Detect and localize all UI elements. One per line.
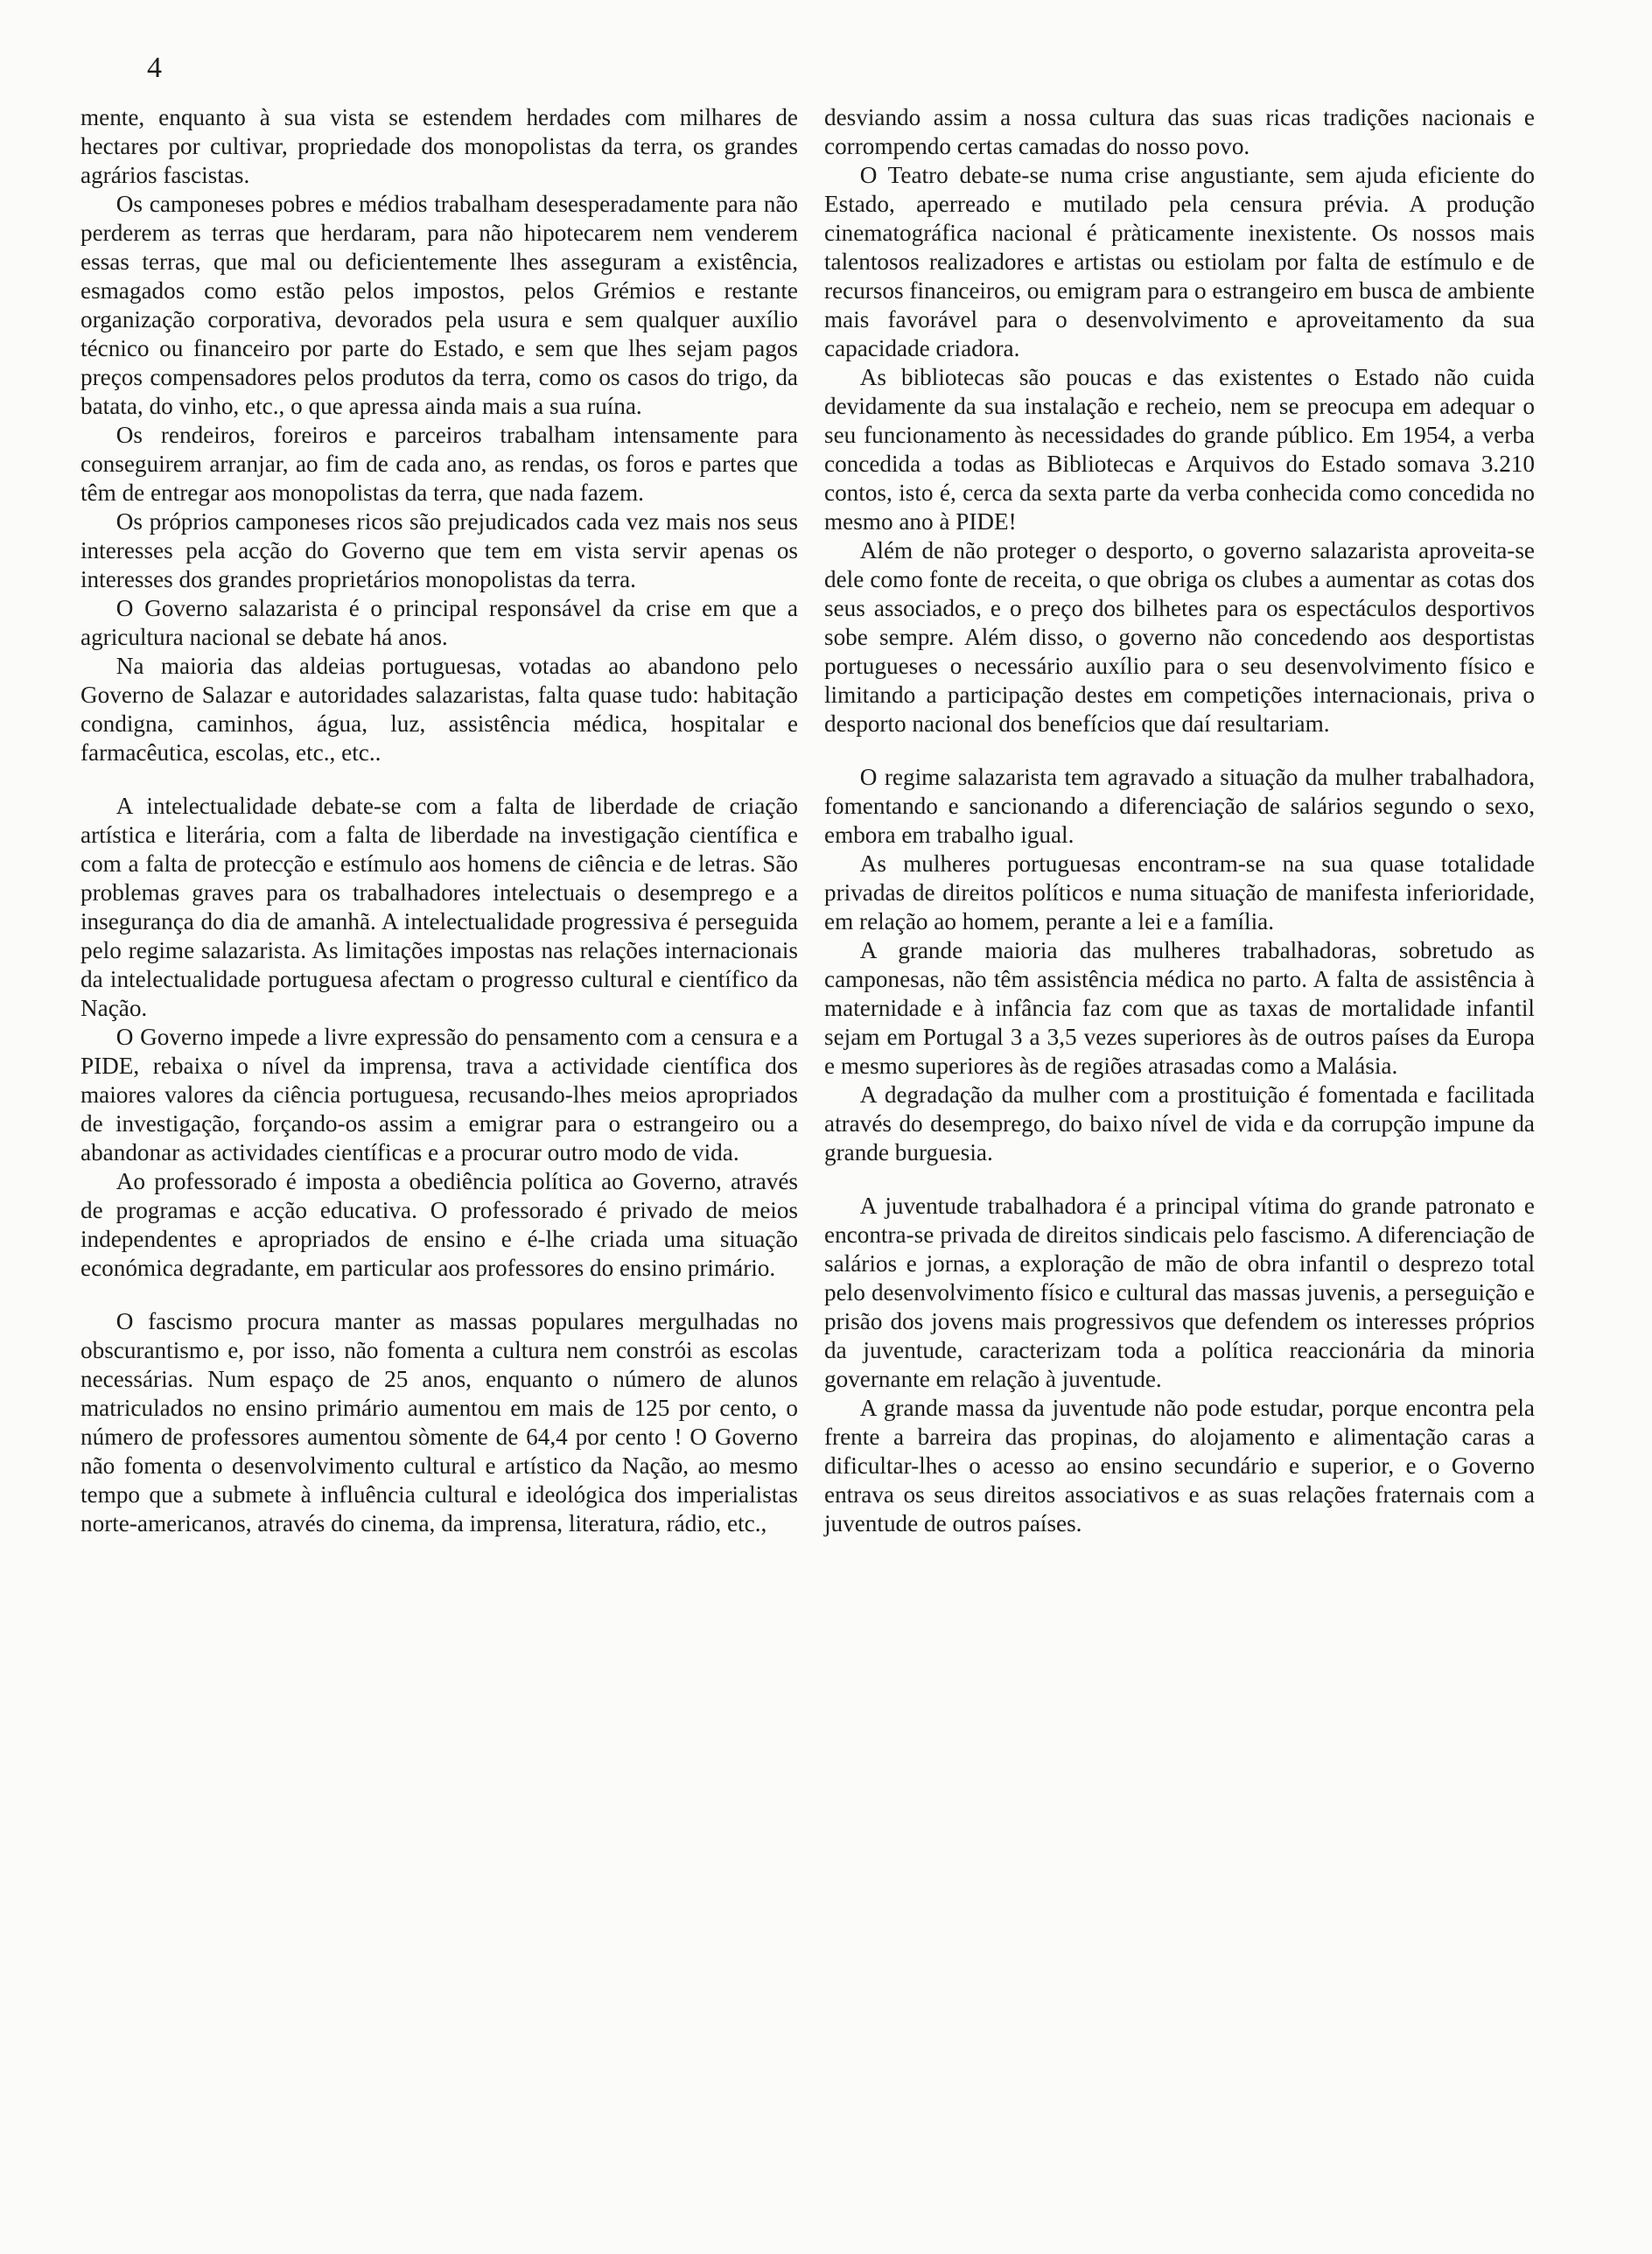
paragraph: O Teatro debate-se numa crise angustiante, sem ajuda eficiente do Estado, aperreado e mutilado pela censura prévia. A produção cinematográfica nacional é pràticamente inexistente. Os nossos mais talentosos realizadores e artistas ou estiolam por falta de estímulo e de recursos financeiros, ou emigram para o estrangeiro em busca de ambiente mais favorável para o desenvolvimento e aproveitamento da sua capacidade criadora. [824, 162, 1535, 361]
paragraph: Além de não proteger o desporto, o governo salazarista aproveita-se dele como fonte de receita, o que obriga os clubes a aumentar as cotas dos seus associados, e o preço dos bilhetes para os espectáculos desportivos sobe sempre. Além disso, o governo não concedendo aos desportistas portugueses o necessário auxílio para o seu desenvolvimento físico e limitando a participação destes em competições internacionais, priva o desporto nacional dos benefícios que daí resultariam. [824, 537, 1535, 737]
paragraph: O Governo impede a livre expressão do pensamento com a censura e a PIDE, rebaixa o nível da imprensa, trava a actividade científica dos maiores valores da ciência portuguesa, recusando-lhes meios apropriados de investigação, forçando-os assim a emigrar para o estrangeiro ou a abandonar as actividades científicas e a procurar outro modo de vida. [80, 1024, 798, 1166]
paragraph: desviando assim a nossa cultura das suas ricas tradições nacionais e corrompendo certas camadas do nosso povo. [824, 104, 1535, 159]
paragraph: A degradação da mulher com a prostituição é fomentada e facilitada através do desemprego, do baixo nível de vida e da corrupção impune da grande burguesia. [824, 1082, 1535, 1166]
right-column [824, 103, 1535, 1538]
left-column [80, 103, 798, 1538]
paragraph: A grande maioria das mulheres trabalhadoras, sobretudo as camponesas, não têm assistência médica no parto. A falta de assistência à maternidade e à infância faz com que as taxas de mortalidade infantil sejam em Portugal 3 a 3,5 vezes superiores às de outros países da Europa e mesmo superiores às de regiões atrasadas como a Malásia. [824, 937, 1535, 1079]
paragraph: O Governo salazarista é o principal responsável da crise em que a agricultura nacional se debate há anos. [80, 595, 798, 650]
paragraph: Na maioria das aldeias portuguesas, votadas ao abandono pelo Governo de Salazar e autoridades salazaristas, falta quase tudo: habitação condigna, caminhos, água, luz, assistência médica, hospitalar e farmacêutica, escolas, etc., etc.. [80, 653, 798, 766]
paragraph: Os próprios camponeses ricos são prejudicados cada vez mais nos seus interesses pela acção do Governo que tem em vista servir apenas os interesses dos grandes proprietários monopolistas da terra. [80, 508, 798, 592]
paragraph: A intelectualidade debate-se com a falta de liberdade de criação artística e literária, com a falta de liberdade na investigação científica e com a falta de protecção e estímulo aos homens de ciência e de letras. São problemas graves para os trabalhadores intelectuais o desemprego e a insegurança do dia de amanhã. A intelectualidade progressiva é perseguida pelo regime salazarista. As limitações impostas nas relações internacionais da intelectualidade portuguesa afectam o progresso cultural e científico da Nação. [80, 793, 798, 1021]
paragraph: As bibliotecas são poucas e das existentes o Estado não cuida devidamente da sua instalação e recheio, nem se preocupa em adequar o seu funcionamento às necessidades do grande público. Em 1954, a verba concedida a todas as Bibliotecas e Arquivos do Estado somava 3.210 contos, isto é, cerca da sexta parte da verba conhecida como concedida no mesmo ano à PIDE! [824, 364, 1535, 535]
paragraph: As mulheres portuguesas encontram-se na sua quase totalidade privadas de direitos políticos e numa situação de manifesta inferioridade, em relação ao homem, perante a lei e a família. [824, 850, 1535, 934]
paragraph: O regime salazarista tem agravado a situação da mulher trabalhadora, fomentando e sancionando a diferenciação de salários segundo o sexo, embora em trabalho igual. [824, 764, 1535, 848]
page-number: 4 [147, 52, 162, 84]
paragraph: Os camponeses pobres e médios trabalham desesperadamente para não perderem as terras que herdaram, para não hipotecarem nem venderem essas terras, que mal ou deficientemente lhes asseguram a existência, esmagados como estão pelos impostos, pelos Grémios e restante organização corporativa, devorados pela usura e sem qualquer auxílio técnico ou financeiro por parte do Estado, e sem que lhes sejam pagos preços compensadores pelos produtos da terra, como os casos do trigo, da batata, do vinho, etc., o que apressa ainda mais a sua ruína. [80, 191, 798, 419]
paragraph: O fascismo procura manter as massas populares mergulhadas no obscurantismo e, por isso, não fomenta a cultura nem constrói as escolas necessárias. Num espaço de 25 anos, enquanto o número de alunos matriculados no ensino primário aumentou em mais de 125 por cento, o número de professores aumentou sòmente de 64,4 por cento ! O Governo não fomenta o desenvolvimento cultural e artístico da Nação, ao mesmo tempo que a submete à influência cultural e ideológica dos imperialistas norte-americanos, através do cinema, da imprensa, literatura, rádio, etc., [80, 1308, 798, 1536]
paragraph: Os rendeiros, foreiros e parceiros trabalham intensamente para conseguirem arranjar, ao fim de cada ano, as rendas, os foros e partes que têm de entregar aos monopolistas da terra, que nada fazem. [80, 422, 798, 506]
paragraph: A juventude trabalhadora é a principal vítima do grande patronato e encontra-se privada de direitos sindicais pelo fascismo. A diferenciação de salários e jornas, a exploração de mão de obra infantil o desprezo total pelo desenvolvimento físico e cultural das massas juvenis, a perseguição e prisão dos jovens mais progressivos que defendem os interesses próprios da juventude, caracterizam toda a política reaccionária da minoria governante em relação à juventude. [824, 1193, 1535, 1392]
paragraph: A grande massa da juventude não pode estudar, porque encontra pela frente a barreira das propinas, do alojamento e alimentação caras a dificultar-lhes o acesso ao ensino secundário e superior, e o Governo entrava os seus direitos associativos e as suas relações fraternais com a juventude de outros países. [824, 1395, 1535, 1536]
paragraph: mente, enquanto à sua vista se estendem herdades com milhares de hectares por cultivar, propriedade dos monopolistas da terra, os grandes agrários fascistas. [80, 104, 798, 188]
paragraph: Ao professorado é imposta a obediência política ao Governo, através de programas e acção educativa. O professorado é privado de meios independentes e apropriados de ensino e é-lhe criada uma situação económica degradante, em particular aos professores do ensino primário. [80, 1168, 798, 1281]
